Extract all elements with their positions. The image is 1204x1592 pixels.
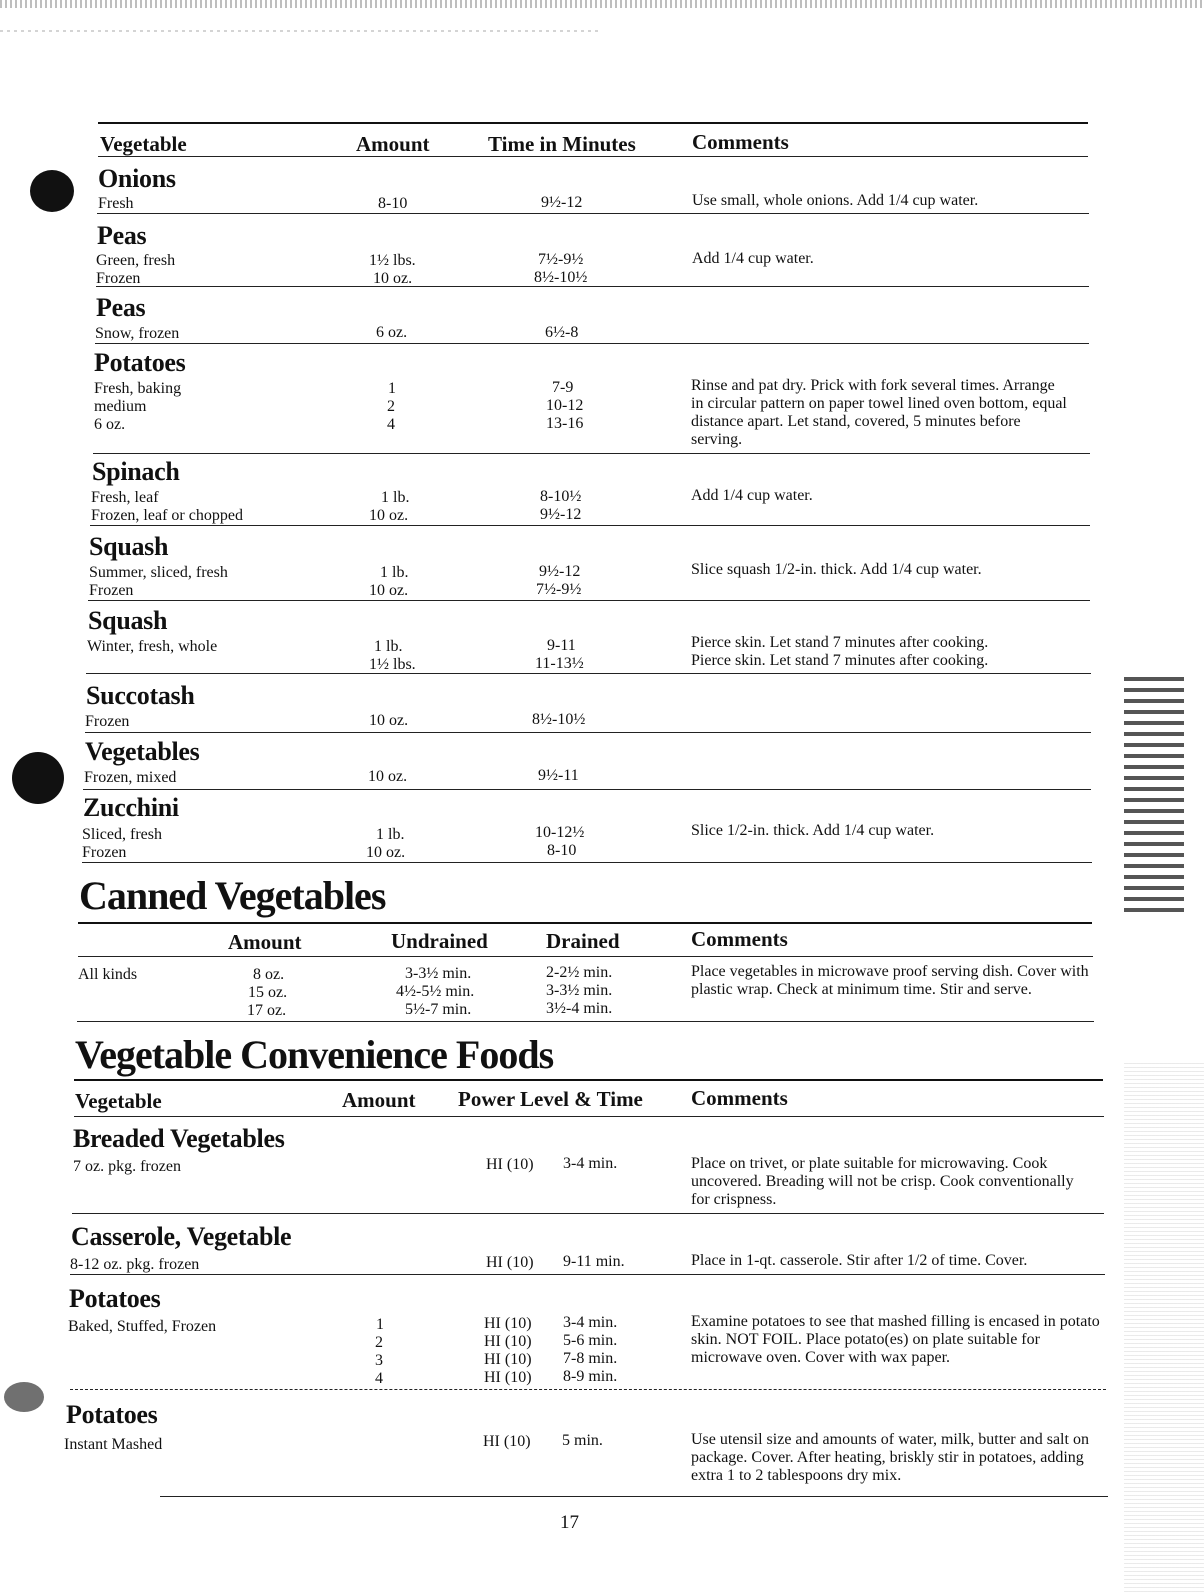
time-cell: 9½-12 [539,563,581,580]
amount-cell: 1 lb. [376,826,405,843]
scan-edge-noise [1124,1060,1204,1592]
amount-cell: 10 oz. [369,582,409,599]
header-amount: Amount [228,930,302,954]
time-cell: 13-16 [546,415,584,432]
vegetable-name: Vegetables [85,737,200,766]
header-power-time: Power Level & Time [458,1087,643,1111]
amount-cell: 4 [387,416,395,433]
time-cell: 3-4 min. [563,1314,618,1331]
header-amount: Amount [356,132,430,156]
amount-cell: 10 oz. [368,768,408,785]
header-comments: Comments [691,1086,788,1110]
vegetable-type: Summer, sliced, fresh [89,564,228,581]
vegetable-name: Zucchini [83,793,179,822]
vegetable-name: Peas [96,293,146,322]
amount-cell: 1½ lbs. [369,252,416,269]
amount-cell: 2 [375,1334,383,1351]
food-type: 8-12 oz. pkg. frozen [70,1256,200,1273]
undrained-cell: 5½-7 min. [405,1001,472,1018]
vegetable-type: Winter, fresh, whole [87,638,218,655]
header-vegetable: Vegetable [100,132,187,156]
vegetable-type: Sliced, fresh [82,826,162,843]
amount-cell: 10 oz. [369,712,409,729]
amount-cell: 8 oz. [253,966,285,983]
vegetable-name: Spinach [92,457,180,486]
time-cell: 7½-9½ [536,581,582,598]
time-cell: 8½-10½ [534,269,588,286]
group-rule [70,1274,1105,1275]
section-bottom-rule [160,1496,1108,1497]
comments-cell: Add 1/4 cup water. [691,487,813,504]
power-cell: HI (10) [484,1333,532,1350]
vegetable-type: Frozen, mixed [84,769,177,786]
time-cell: 11-13½ [535,655,584,672]
group-rule [88,600,1090,601]
power-cell: HI (10) [484,1351,532,1368]
vegetable-type: medium [94,398,147,415]
comments-cell: Pierce skin. Let stand 7 minutes after cooking. [691,652,989,669]
comments-cell: Examine potatoes to see that mashed filling is encased in potato skin. NOT FOIL. Place potato(es) on plate suitable for microwave oven. Cover with wax paper. [691,1313,1100,1366]
group-rule [85,732,1091,733]
table-top-rule [98,122,1088,124]
comments-cell: Place on trivet, or plate suitable for microwaving. Cook uncovered. Breading will not be crisp. Cook conventionally for crispness. [691,1155,1074,1208]
comments-cell: Pierce skin. Let stand 7 minutes after cooking. [691,634,989,651]
group-rule [70,1389,1106,1390]
vegetable-type: 6 oz. [94,416,126,433]
binder-hole-middle [12,752,64,804]
page-number: 17 [560,1512,579,1533]
time-cell: 8-10½ [540,488,582,505]
vegetable-type: Snow, frozen [95,325,180,342]
time-cell: 10-12 [546,397,584,414]
time-cell: 9½-12 [541,194,583,211]
food-name: Potatoes [69,1284,161,1313]
vegetable-type: Green, fresh [96,252,176,269]
amount-cell: 10 oz. [369,507,409,524]
header-undrained: Undrained [391,929,488,953]
header-rule [98,156,1088,157]
scan-artifact-line [0,30,600,32]
group-rule [97,213,1089,214]
vegetable-type: Frozen [96,270,141,287]
amount-cell: 8-10 [378,195,408,212]
amount-cell: 15 oz. [248,984,288,1001]
time-cell: 7-9 [552,379,574,396]
comments-cell: Use small, whole onions. Add 1/4 cup water. [692,192,979,209]
vegetable-type: Fresh [98,195,134,212]
vegetable-name: Succotash [86,681,195,710]
section-bottom-rule [77,1021,1094,1022]
section-title: Vegetable Convenience Foods [75,1032,554,1077]
vegetable-type: Frozen [89,582,134,599]
food-name: Casserole, Vegetable [71,1222,292,1251]
binder-hole-top [30,170,74,212]
kind-cell: All kinds [78,966,138,983]
time-cell: 10-12½ [535,824,585,841]
time-cell: 9-11 [547,637,576,654]
section-rule [74,1079,1103,1081]
vegetable-type: Frozen [82,844,127,861]
group-rule [96,286,1089,287]
comments-cell: Slice 1/2-in. thick. Add 1/4 cup water. [691,822,935,839]
comments-cell: Add 1/4 cup water. [692,250,814,267]
group-rule [86,673,1091,674]
header-drained: Drained [546,929,620,953]
vegetable-name: Peas [97,221,147,250]
time-cell: 6½-8 [545,324,579,341]
comments-cell: Use utensil size and amounts of water, milk, butter and salt on package. Cover. After heating, briskly stir in potatoes, adding extra 1 to 2 tablespoons dry mix. [691,1431,1089,1484]
vegetable-name: Onions [98,164,176,193]
section-rule [78,922,1092,924]
comments-cell: Slice squash 1/2-in. thick. Add 1/4 cup water. [691,561,982,578]
amount-cell: 6 oz. [376,324,408,341]
group-rule [95,343,1089,344]
undrained-cell: 3-3½ min. [405,965,472,982]
header-vegetable: Vegetable [75,1089,162,1113]
power-cell: HI (10) [486,1156,534,1173]
group-rule [90,525,1090,526]
undrained-cell: 4½-5½ min. [396,983,475,1000]
time-cell: 8½-10½ [532,711,586,728]
header-rule [78,956,1093,957]
vegetable-type: Fresh, leaf [91,489,159,506]
vegetable-name: Potatoes [94,348,186,377]
vegetable-type: Frozen [85,713,130,730]
drained-cell: 3½-4 min. [546,1000,613,1017]
scan-edge-marks [1124,670,1184,919]
group-rule [93,453,1090,454]
amount-cell: 1 lb. [374,638,403,655]
time-cell: 5-6 min. [563,1332,618,1349]
group-rule [83,789,1091,790]
amount-cell: 1½ lbs. [369,656,416,673]
vegetable-type: Frozen, leaf or chopped [91,507,243,524]
vegetable-type: Fresh, baking [94,380,182,397]
amount-cell: 1 [376,1316,384,1333]
binder-hole-bottom [4,1382,44,1412]
comments-cell: Rinse and pat dry. Prick with fork several times. Arrange in circular pattern on paper towel lined oven bottom, equal distance apart. Let stand, covered, 5 minutes before serving. [691,377,1067,448]
food-type: Instant Mashed [64,1436,163,1453]
time-cell: 7-8 min. [563,1350,618,1367]
time-cell: 9½-12 [540,506,582,523]
time-cell: 3-4 min. [563,1155,618,1172]
time-cell: 8-9 min. [563,1368,618,1385]
food-name: Breaded Vegetables [73,1124,285,1153]
power-cell: HI (10) [483,1433,531,1450]
group-rule [82,862,1092,863]
drained-cell: 2-2½ min. [546,964,613,981]
group-rule [72,1213,1104,1214]
vegetable-name: Squash [89,532,169,561]
food-type: Baked, Stuffed, Frozen [68,1318,217,1335]
drained-cell: 3-3½ min. [546,982,613,999]
section-title: Canned Vegetables [79,873,386,918]
food-type: 7 oz. pkg. frozen [73,1158,181,1175]
amount-cell: 1 lb. [381,489,410,506]
amount-cell: 1 [388,380,396,397]
header-rule [74,1116,1104,1117]
time-cell: 7½-9½ [538,251,584,268]
comments-cell: Place vegetables in microwave proof serving dish. Cover with plastic wrap. Check at minimum time. Stir and serve. [691,963,1089,998]
amount-cell: 10 oz. [373,270,413,287]
amount-cell: 2 [387,398,395,415]
amount-cell: 1 lb. [380,564,409,581]
power-cell: HI (10) [484,1369,532,1386]
power-cell: HI (10) [484,1315,532,1332]
comments-cell: Place in 1-qt. casserole. Stir after 1/2 of time. Cover. [691,1252,1028,1269]
header-comments: Comments [691,927,788,951]
time-cell: 5 min. [562,1432,603,1449]
amount-cell: 4 [375,1370,383,1387]
power-cell: HI (10) [486,1254,534,1271]
scan-artifact-top [0,0,1204,8]
header-time: Time in Minutes [488,132,636,156]
header-amount: Amount [342,1088,416,1112]
time-cell: 9-11 min. [563,1253,625,1270]
amount-cell: 10 oz. [366,844,406,861]
amount-cell: 3 [375,1352,383,1369]
header-comments: Comments [692,130,789,154]
time-cell: 8-10 [547,842,577,859]
food-name: Potatoes [66,1400,158,1429]
time-cell: 9½-11 [538,767,579,784]
vegetable-name: Squash [88,606,168,635]
amount-cell: 17 oz. [247,1002,287,1019]
